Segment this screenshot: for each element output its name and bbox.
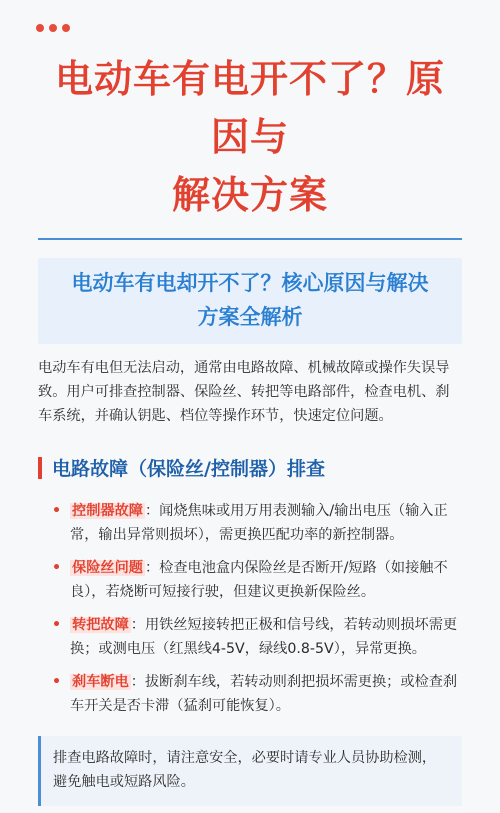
item-label: 保险丝问题 (72, 560, 143, 576)
subtitle-box (38, 258, 462, 344)
page-title-line1: 电动车有电开不了？原因与 (54, 57, 445, 159)
section-accent-bar (38, 457, 42, 479)
dot-icon (36, 24, 44, 32)
section-header (38, 454, 462, 481)
item-label: 转把故障 (72, 617, 129, 633)
list-item (52, 613, 462, 661)
item-label: 刹车断电 (72, 674, 129, 690)
dot-icon (62, 24, 70, 32)
list-item (52, 556, 462, 604)
bullet-icon: • (52, 617, 62, 633)
item-text: ：检查电池盒内保险丝是否断开/短路（如接触不良），若烧断可短接行驶，但建议更换新保险丝。 (70, 560, 448, 600)
item-text: ：拔断刹车线，若转动则刹把损坏需更换；或检查刹车开关是否卡滞（猛刹可能恢复）。 (70, 674, 458, 714)
bullet-icon: • (52, 674, 62, 690)
troubleshoot-list (38, 499, 462, 718)
subtitle-line1: 电动车有电却开不了？核心原因与解决 (71, 271, 429, 295)
subtitle (52, 266, 448, 334)
item-text: ：用铁丝短接转把正极和信号线，若转动则损坏需更换；或测电压（红黑线4-5V，绿线0.8-5V），异常更换。 (70, 617, 458, 657)
section-title: 电路故障（保险丝/控制器）排查 (52, 458, 325, 480)
bullet-icon: • (52, 503, 62, 519)
decorative-dots (36, 24, 70, 32)
list-item (52, 670, 462, 718)
bullet-icon: • (52, 560, 62, 576)
dot-icon (49, 24, 57, 32)
subtitle-line2: 方案全解析 (197, 305, 303, 329)
list-item (52, 499, 462, 547)
page-title-line2: 解决方案 (171, 173, 328, 217)
intro-paragraph: 电动车有电但无法启动，通常由电路故障、机械故障或操作失误导致。用户可排查控制器、保险丝、转把等电路部件，检查电机、刹车系统，并确认钥匙、档位等操作环节，快速定位问题。 (38, 360, 450, 424)
title-divider (38, 238, 462, 240)
page-title (38, 0, 462, 224)
safety-tip-box: 排查电路故障时，请注意安全，必要时请专业人员协助检测，避免触电或短路风险。 (38, 736, 462, 806)
item-text: ：闻烧焦味或用万用表测输入/输出电压（输入正常，输出异常则损坏），需更换匹配功率的新控制器。 (70, 503, 448, 543)
item-label: 控制器故障 (72, 503, 143, 519)
